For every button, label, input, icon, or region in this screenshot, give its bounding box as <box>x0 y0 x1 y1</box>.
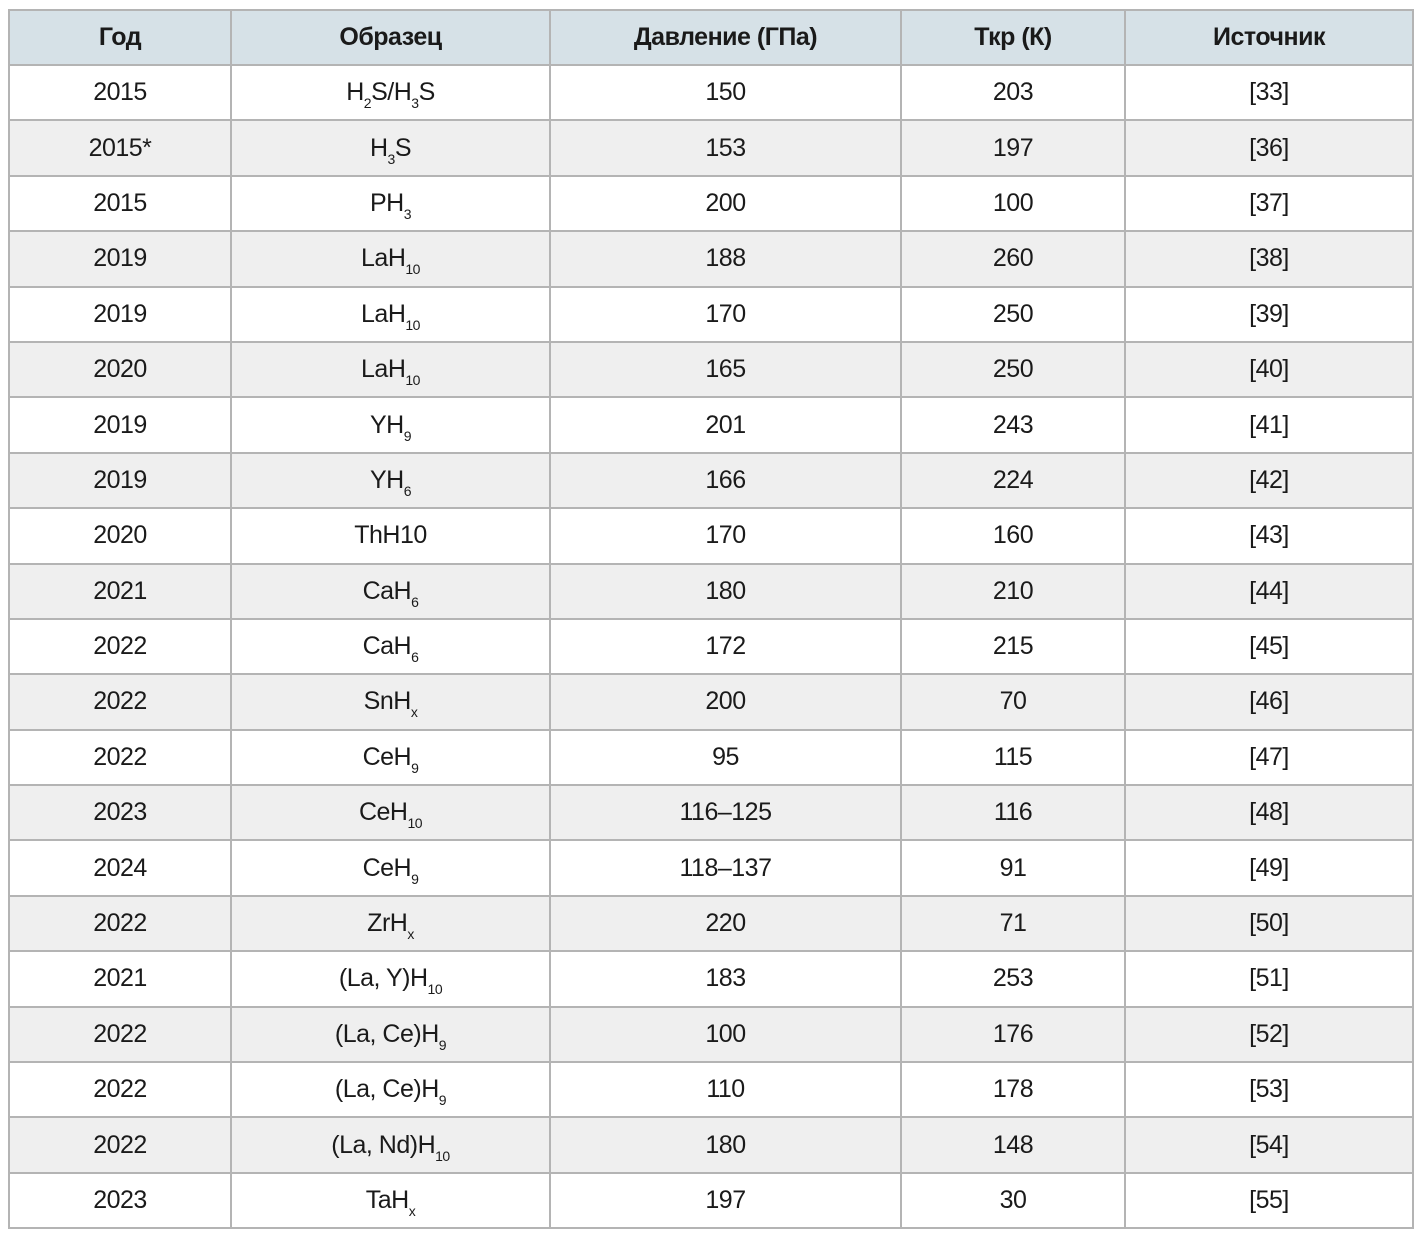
cell-sample <box>231 65 550 120</box>
cell-pressure: 165 <box>550 342 901 397</box>
formula-subscript: 10 <box>435 1147 450 1164</box>
cell-sample <box>231 342 550 397</box>
table-row <box>9 674 1413 729</box>
table-row <box>9 730 1413 785</box>
cell-year: 2023 <box>9 1173 231 1228</box>
cell-tc: 224 <box>901 453 1125 508</box>
formula-subscript: 10 <box>405 316 420 333</box>
formula-text: CaH <box>362 632 412 661</box>
cell-tc: 148 <box>901 1117 1125 1172</box>
superconductor-table <box>8 9 1414 1229</box>
cell-pressure: 200 <box>550 176 901 231</box>
formula-text: YH <box>369 410 404 439</box>
cell-sample <box>231 1062 550 1117</box>
header-sample: Образец <box>231 10 550 65</box>
table-row <box>9 453 1413 508</box>
cell-pressure: 153 <box>550 120 901 175</box>
formula-subscript: 9 <box>411 870 419 887</box>
formula-text: CeH <box>362 742 412 771</box>
formula-text: ThH10 <box>354 521 427 550</box>
cell-tc: 197 <box>901 120 1125 175</box>
cell-year: 2015* <box>9 120 231 175</box>
formula-text: (La, Y)H <box>338 964 428 993</box>
cell-sample <box>231 951 550 1006</box>
cell-source: [51] <box>1125 951 1413 1006</box>
table-row <box>9 840 1413 895</box>
formula-text: YH <box>369 465 404 494</box>
cell-pressure: 116–125 <box>550 785 901 840</box>
cell-sample <box>231 120 550 175</box>
cell-year: 2015 <box>9 176 231 231</box>
header-tc: Ткр (К) <box>901 10 1125 65</box>
table-row <box>9 342 1413 397</box>
formula-text: S/H <box>371 78 412 107</box>
table-row <box>9 1007 1413 1062</box>
table-row <box>9 176 1413 231</box>
table-header-row <box>9 10 1413 65</box>
cell-tc: 253 <box>901 951 1125 1006</box>
cell-source: [54] <box>1125 1117 1413 1172</box>
cell-pressure: 172 <box>550 619 901 674</box>
cell-year: 2022 <box>9 1117 231 1172</box>
formula-text: CeH <box>362 853 412 882</box>
cell-year: 2022 <box>9 1007 231 1062</box>
cell-year: 2020 <box>9 508 231 563</box>
cell-year: 2022 <box>9 619 231 674</box>
cell-source: [41] <box>1125 397 1413 452</box>
cell-tc: 260 <box>901 231 1125 286</box>
cell-tc: 210 <box>901 564 1125 619</box>
cell-tc: 243 <box>901 397 1125 452</box>
cell-tc: 100 <box>901 176 1125 231</box>
cell-source: [48] <box>1125 785 1413 840</box>
cell-source: [52] <box>1125 1007 1413 1062</box>
cell-pressure: 220 <box>550 896 901 951</box>
cell-source: [50] <box>1125 896 1413 951</box>
table-row <box>9 564 1413 619</box>
cell-year: 2024 <box>9 840 231 895</box>
formula-subscript: 10 <box>405 261 420 278</box>
formula-subscript: x <box>407 926 414 943</box>
cell-year: 2019 <box>9 287 231 342</box>
cell-sample <box>231 619 550 674</box>
cell-year: 2021 <box>9 951 231 1006</box>
formula-subscript: x <box>408 1203 416 1219</box>
cell-pressure: 188 <box>550 231 901 286</box>
formula-subscript: 10 <box>407 815 423 832</box>
formula-text: TaH <box>365 1186 409 1214</box>
cell-tc: 70 <box>901 674 1125 729</box>
cell-source: [47] <box>1125 730 1413 785</box>
cell-year: 2022 <box>9 1062 231 1117</box>
formula-text: S <box>418 78 435 107</box>
formula-text: PH <box>369 188 404 217</box>
cell-source: [44] <box>1125 564 1413 619</box>
cell-pressure: 180 <box>550 564 901 619</box>
formula-text: CeH <box>358 798 408 827</box>
cell-pressure: 95 <box>550 730 901 785</box>
header-pressure: Давление (ГПа) <box>550 10 901 65</box>
cell-sample <box>231 397 550 452</box>
cell-year: 2022 <box>9 896 231 951</box>
table-row <box>9 397 1413 452</box>
cell-sample <box>231 564 550 619</box>
formula-subscript: 6 <box>411 593 419 610</box>
table-row <box>9 231 1413 286</box>
cell-sample <box>231 785 550 840</box>
cell-pressure: 166 <box>550 453 901 508</box>
cell-pressure: 118–137 <box>550 840 901 895</box>
cell-tc: 160 <box>901 508 1125 563</box>
cell-tc: 215 <box>901 619 1125 674</box>
cell-sample <box>231 1173 550 1228</box>
header-source: Источник <box>1125 10 1413 65</box>
formula-text: LaH <box>361 299 406 328</box>
cell-sample <box>231 287 550 342</box>
cell-source: [37] <box>1125 176 1413 231</box>
cell-pressure: 110 <box>550 1062 901 1117</box>
cell-sample <box>231 840 550 895</box>
table-row <box>9 785 1413 840</box>
cell-source: [39] <box>1125 287 1413 342</box>
table-row <box>9 120 1413 175</box>
cell-source: [38] <box>1125 231 1413 286</box>
cell-tc: 250 <box>901 287 1125 342</box>
formula-subscript: 10 <box>427 981 443 998</box>
cell-year: 2019 <box>9 397 231 452</box>
table-row <box>9 1062 1413 1117</box>
cell-year: 2019 <box>9 453 231 508</box>
table-row <box>9 951 1413 1006</box>
formula-subscript: 9 <box>403 427 412 444</box>
cell-pressure: 197 <box>550 1173 901 1228</box>
cell-year: 2023 <box>9 785 231 840</box>
cell-source: [33] <box>1125 65 1413 120</box>
cell-pressure: 183 <box>550 951 901 1006</box>
cell-tc: 71 <box>901 896 1125 951</box>
cell-sample <box>231 1007 550 1062</box>
formula-subscript: 10 <box>405 372 420 389</box>
cell-pressure: 170 <box>550 287 901 342</box>
cell-source: [46] <box>1125 674 1413 729</box>
cell-pressure: 201 <box>550 397 901 452</box>
formula-subscript: 9 <box>438 1092 447 1109</box>
cell-year: 2019 <box>9 231 231 286</box>
cell-tc: 178 <box>901 1062 1125 1117</box>
formula-text: H <box>369 133 388 162</box>
cell-sample <box>231 508 550 563</box>
cell-tc: 91 <box>901 840 1125 895</box>
cell-source: [49] <box>1125 840 1413 895</box>
formula-text: H <box>346 78 364 107</box>
cell-tc: 250 <box>901 342 1125 397</box>
table-row <box>9 65 1413 120</box>
formula-subscript: 9 <box>411 759 419 776</box>
formula-text: LaH <box>361 355 406 384</box>
cell-source: [53] <box>1125 1062 1413 1117</box>
formula-subscript: 6 <box>411 649 419 666</box>
cell-sample <box>231 674 550 729</box>
cell-sample <box>231 453 550 508</box>
cell-year: 2022 <box>9 730 231 785</box>
table-row <box>9 508 1413 563</box>
cell-sample <box>231 1117 550 1172</box>
cell-source: [55] <box>1125 1173 1413 1228</box>
formula-subscript: 3 <box>403 205 412 222</box>
cell-source: [43] <box>1125 508 1413 563</box>
table-row <box>9 1173 1413 1228</box>
cell-source: [36] <box>1125 120 1413 175</box>
formula-subscript: 9 <box>438 1036 447 1053</box>
cell-year: 2015 <box>9 65 231 120</box>
cell-pressure: 150 <box>550 65 901 120</box>
cell-sample <box>231 231 550 286</box>
formula-subscript: x <box>410 704 418 721</box>
cell-pressure: 180 <box>550 1117 901 1172</box>
header-year: Год <box>9 10 231 65</box>
formula-text: CaH <box>362 576 412 605</box>
cell-tc: 203 <box>901 65 1125 120</box>
cell-tc: 176 <box>901 1007 1125 1062</box>
formula-subscript: 3 <box>411 95 419 112</box>
cell-tc: 116 <box>901 785 1125 840</box>
formula-text: SnH <box>363 687 411 716</box>
cell-pressure: 170 <box>550 508 901 563</box>
formula-text: (La, Ce)H <box>334 1019 439 1048</box>
cell-year: 2020 <box>9 342 231 397</box>
cell-tc: 115 <box>901 730 1125 785</box>
cell-source: [40] <box>1125 342 1413 397</box>
formula-subscript: 6 <box>403 482 412 499</box>
cell-pressure: 100 <box>550 1007 901 1062</box>
formula-text: ZrH <box>367 909 408 938</box>
formula-text: (La, Nd)H <box>331 1130 436 1159</box>
formula-subscript: 3 <box>387 150 395 167</box>
cell-year: 2021 <box>9 564 231 619</box>
table-row <box>9 619 1413 674</box>
formula-subscript: 2 <box>363 95 372 112</box>
formula-text: LaH <box>361 244 406 273</box>
cell-year: 2022 <box>9 674 231 729</box>
table-row <box>9 896 1413 951</box>
table-body <box>9 65 1413 1228</box>
cell-source: [45] <box>1125 619 1413 674</box>
cell-sample <box>231 730 550 785</box>
formula-text: S <box>394 133 412 162</box>
cell-source: [42] <box>1125 453 1413 508</box>
table-row <box>9 287 1413 342</box>
cell-tc: 30 <box>901 1173 1125 1228</box>
cell-pressure: 200 <box>550 674 901 729</box>
cell-sample <box>231 176 550 231</box>
formula-text: (La, Ce)H <box>334 1075 439 1104</box>
cell-sample <box>231 896 550 951</box>
table-row <box>9 1117 1413 1172</box>
